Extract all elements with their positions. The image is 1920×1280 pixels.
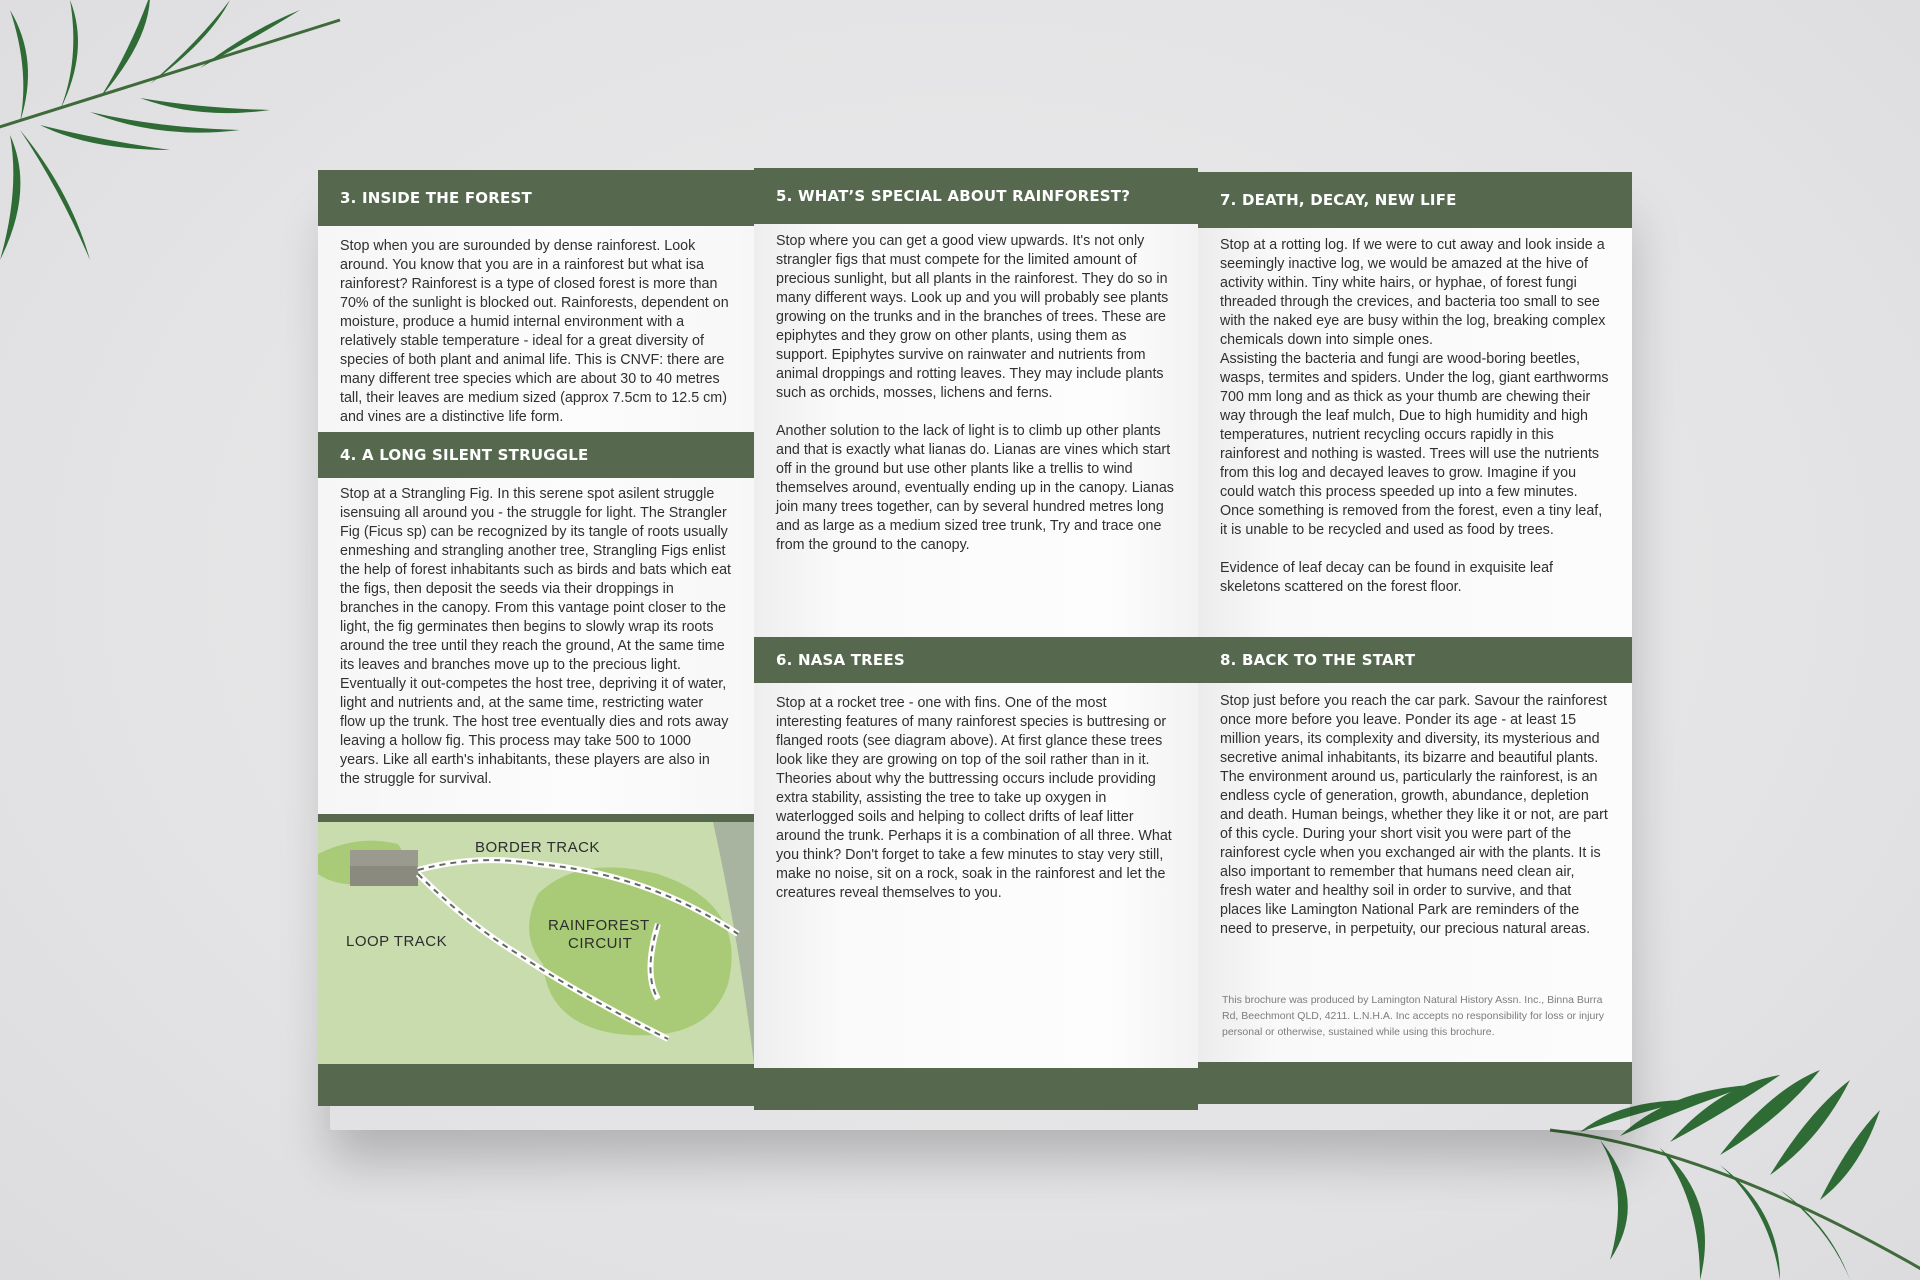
section-8-heading: 8. BACK TO THE START: [1198, 637, 1632, 683]
section-4-body: Stop at a Strangling Fig. In this serene spot asilent struggle isensuing all around you - the struggle for light. The Strangler Fig (Ficus sp) can be recognized by its tangle of roots usually enmeshing and strangling another tree, Strangling Figs enlist the help of forest inhabitants such as birds and bats which eat the figs, then deposit the seeds via their droppings in branches in the canopy. From this vantage point closer to the light, the fig germinates then begins to slowly wrap its roots around the tree until they reach the ground, At the same time its leaves and branches move up to the precious light. Eventually it out-competes the host tree, depriving it of water, light and nutrients and, at the same time, restricting water flow up the trunk. The host tree eventually dies and rots away leaving a hollow fig. This process may take 500 to 1000 years. Like all earth's inhabitants, these players are also in the struggle for survival.: [340, 486, 732, 787]
map-label-circuit: CIRCUIT: [568, 935, 633, 952]
brochure-panel-middle: [754, 168, 1198, 1110]
map-label-loop-track: LOOP TRACK: [346, 933, 448, 950]
footer-band: [318, 1064, 754, 1106]
section-6-body: Stop at a rocket tree - one with fins. One of the most interesting features of many rainforest species is buttresing or flanged roots (see diagram above). At first glance these trees look like they are growing on top of the soil rather than in it. Theories about why the buttressing occurs include providing extra stability, assisting the tree to take up oxygen in waterlogged soils and helping to collect drifts of leaf litter around the trunk. Perhaps it is a combination of all three. What you think? Don't forget to take a few minutes to stay very still, make no noise, sit on a rock, soak in the rainforest and let the creatures reveal themselves to you.: [776, 695, 1172, 901]
section-8-body: Stop just before you reach the car park. Savour the rainforest once more before you leave. Ponder its age - at least 15 million years, its complexity and diversity, its mysterious and secretive animal inhabitants, its bizarre and beautiful plants. The environment around us, particularly the rainforest, is an endless cycle of generation, growth, abundance, depletion and death. Human beings, whether they like it or not, are part of this cycle. During your short visit you were part of the rainforest cycle when you exchanged air with the plants. It is also important to remember that humans need clean air, fresh water and healthy soil in order to survive, and that places like Lamington National Park are reminders of the need to preserve, in perpetuity, our precious natural areas.: [1220, 693, 1608, 937]
section-7-heading: 7. DEATH, DECAY, NEW LIFE: [1198, 172, 1632, 228]
palm-leaf-top-left: [0, 0, 360, 300]
brochure-panel-left: [318, 170, 754, 1106]
footer-band: [1198, 1062, 1632, 1104]
section-4-heading: 4. A LONG SILENT STRUGGLE: [318, 432, 754, 478]
footer-band: [754, 1068, 1198, 1110]
brochure-disclaimer: This brochure was produced by Lamington Natural History Assn. Inc., Binna Burra Rd, Beechmont QLD, 4211. L.N.H.A. Inc accepts no responsibility for loss or injury personal or otherwise, sustained while using this brochure.: [1222, 994, 1605, 1038]
section-3-body: Stop when you are surounded by dense rainforest. Look around. You know that you are in a rainforest but what isa rainforest? Rainforest is a type of closed forest is more than 70% of the sunlight is blocked out. Rainforests, dependent on moisture, produce a humid internal environment with a relatively stable temperature - ideal for a great diversity of species of both plant and animal life. This is CNVF: there are many different tree species which are about 30 to 40 metres tall, their leaves are medium sized (approx 7.5cm to 12.5 cm) and vines are a distinctive life form.: [340, 238, 729, 425]
brochure-panel-right: [1198, 172, 1632, 1104]
section-5-heading: 5. WHAT’S SPECIAL ABOUT RAINFOREST?: [754, 168, 1198, 224]
map-label-border-track: BORDER TRACK: [475, 839, 600, 856]
section-7-body: Stop at a rotting log. If we were to cut away and look inside a seemingly inactive log, we would be amazed at the hive of activity within. Tiny white hairs, or hyphae, of forest fungi threaded through the crevices, and bacteria too small to see with the naked eye are busy within the log, breaking complex chemicals down into simple ones. Assisting the bacteria and fungi are wood-boring beetles, wasps, termites and spiders. Under the log, giant earthworms 700 mm long and as thick as your thumb are chewing their way through the leaf mulch, Due to high humidity and high temperatures, nutrient recycling occurs rapidly in this rainforest and nothing is wasted. Trees will use the nutrients from this log and decayed leaves to grow. Imagine if you could watch this process speeded up into a few minutes. Once something is removed from the forest, even a tiny leaf, it is unable to be recycled and used as food by trees. Evidence of leaf decay can be found in exquisite leaf skeletons scattered on the forest floor.: [1220, 237, 1609, 595]
section-5-body: Stop where you can get a good view upwards. It's not only strangler figs that must compete for the limited amount of precious sunlight, but all plants in the rainforest. They do so in many different ways. Look up and you will probably see plants growing on the trunks and in the branches of trees. These are epiphytes and they grow on other plants, using them as support. Epiphytes survive on rainwater and nutrients from animal droppings and rotting leaves. They may include plants such as orchids, mosses, lichens and ferns. Another solution to the lack of light is to climb up other plants and that is exactly what lianas do. Lianas are vines which start off in the ground but use other plants like a trellis to wind themselves around, eventually ending up in the canopy. Lianas join many trees together, can by several hundred metres long and as large as a medium sized tree trunk, Try and trace one from the ground to the canopy.: [776, 233, 1174, 553]
section-6-heading: 6. NASA TREES: [754, 637, 1198, 683]
section-3-heading: 3. INSIDE THE FOREST: [318, 170, 754, 226]
trail-map: [318, 814, 754, 1064]
map-label-rainforest: RAINFOREST: [548, 917, 650, 934]
